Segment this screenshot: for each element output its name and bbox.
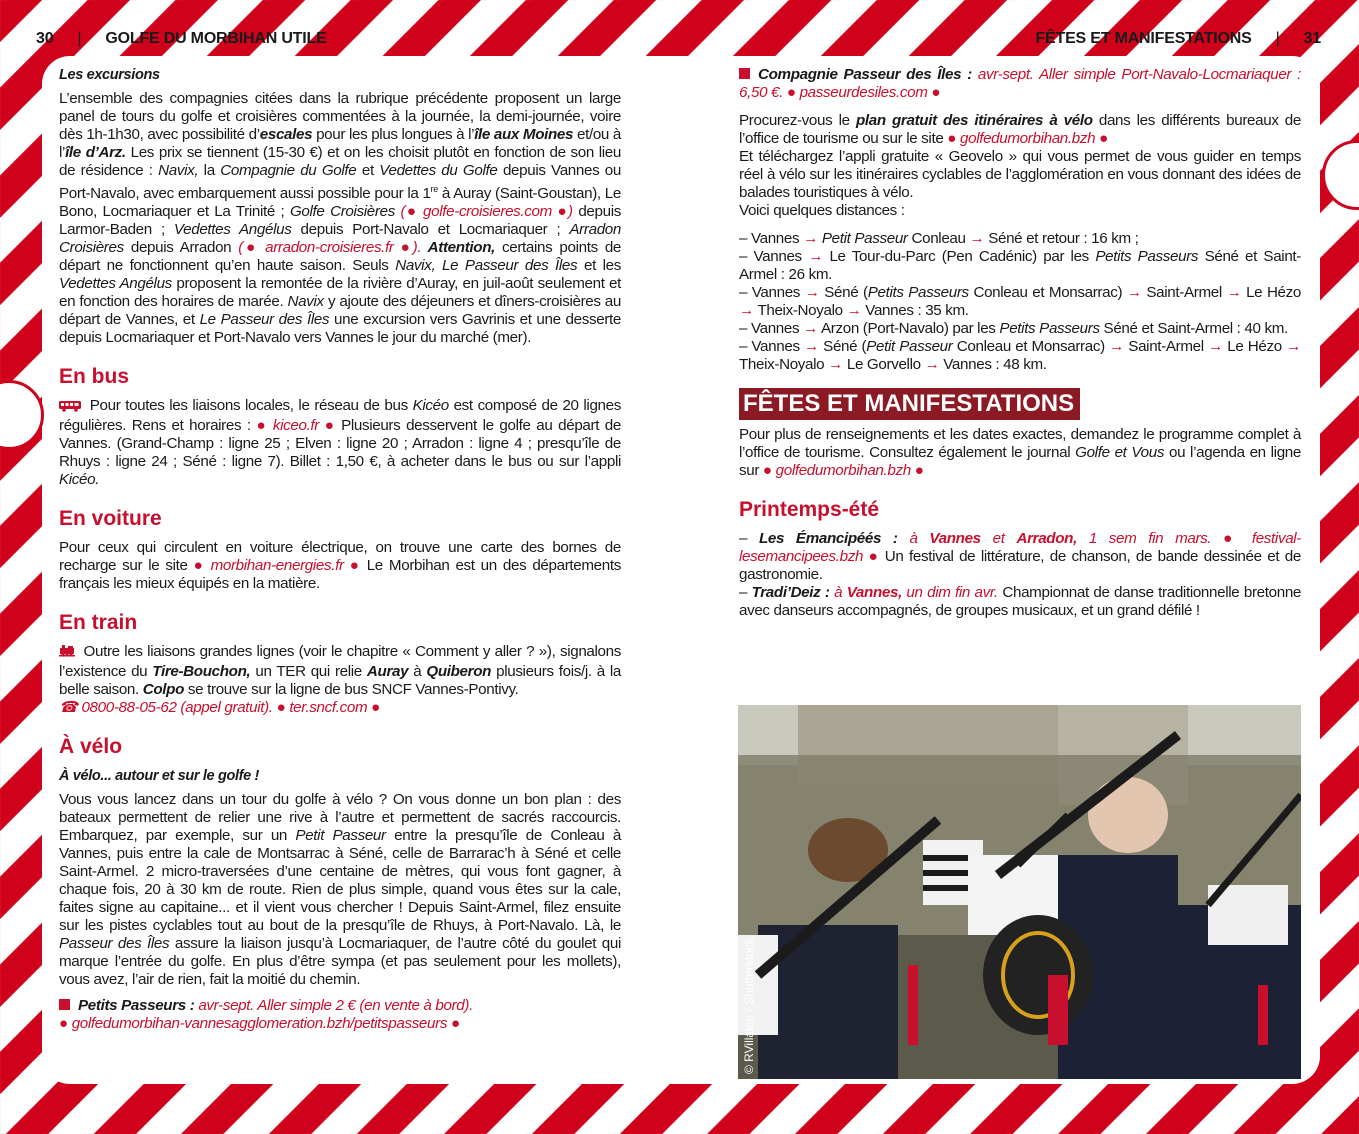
phone-icon: ☎ bbox=[59, 699, 78, 717]
header-separator: | bbox=[77, 30, 82, 47]
listing-square-icon bbox=[739, 68, 750, 79]
bus-icon bbox=[59, 399, 81, 417]
photo-credit: © RVillalon / Shutterstock bbox=[742, 938, 756, 1074]
photo-bagpipers bbox=[738, 705, 1301, 1079]
right-edge-notch-decoration bbox=[1322, 140, 1359, 210]
running-head-right bbox=[1035, 30, 1321, 48]
paragraph-plan-velo: Procurez-vous le plan gratuit des itinéraires à vélo dans les différents bureaux de l’office de tourisme ou sur le site ● golfedumorbihan.bzh ● bbox=[739, 112, 1301, 147]
link-morbihan-energies[interactable]: morbihan-energies.fr bbox=[210, 557, 344, 575]
train-icon bbox=[59, 644, 75, 663]
link-golfe-croisieres[interactable]: golfe-croisieres.com bbox=[423, 203, 552, 221]
link-kiceo[interactable]: kiceo.fr bbox=[272, 417, 320, 435]
left-column bbox=[59, 66, 621, 1033]
listing-compagnie-passeur: Compagnie Passeur des Îles : avr-sept. Aller simple Port-Navalo-Locmariaquer : 6,50 €. ● passeurdesiles.com ● bbox=[739, 66, 1301, 101]
arrow-icon: → bbox=[804, 284, 820, 301]
link-petits-passeurs[interactable]: golfedumorbihan-vannesagglomeration.bzh/petitspasseurs bbox=[71, 1015, 448, 1033]
heading-a-velo: À vélo bbox=[59, 735, 123, 759]
section-title-right: FÊTES ET MANIFESTATIONS bbox=[1035, 30, 1252, 47]
page-number-left: 30 bbox=[36, 30, 54, 47]
page-gutter bbox=[630, 56, 730, 1084]
right-column bbox=[739, 66, 1301, 620]
paragraph-fetes: Pour plus de renseignements et les dates exactes, demandez le programme complet à l’office de tourisme. Consultez également le journal Golfe et Vous ou l’agenda en ligne sur ● golfedumorbihan.bzh ● bbox=[739, 426, 1301, 479]
paragraph-distances-intro: Voici quelques distances : bbox=[739, 202, 905, 219]
subheading-velo: À vélo... autour et sur le golfe ! bbox=[59, 768, 259, 785]
running-head-left bbox=[36, 30, 327, 48]
subheading-excursions: Les excursions bbox=[59, 67, 160, 83]
distances-list bbox=[739, 230, 1301, 374]
link-festival-emancipees[interactable]: festival-lesemancipees.bzh bbox=[739, 530, 1302, 565]
distance-item: – Vannes → Le Tour-du-Parc (Pen Cadénic) par les Petits Passeurs Séné et Saint-Armel : 26 km. bbox=[739, 248, 1301, 283]
event-tradideiz: – Tradi’Deiz : à Vannes, un dim fin avr. Championnat de danse traditionnelle bretonne avec danseurs accompagnés, de groupes musicaux, et un grand défilé ! bbox=[739, 584, 1302, 619]
paragraph-bus: Pour toutes les liaisons locales, le réseau de bus Kicéo est composé de 20 lignes régulières. Rens et horaires : ● kiceo.fr ● Plusieurs desservent le golfe au départ de Vannes. (Grand-Champ : ligne 25 ; Elven : ligne 20 ; Arradon : ligne 4 ; presqu’île de Rhuys : ligne 24 ; Séné : ligne 7). Billet : 1,50 €, à acheter dans le bus ou sur l’appli Kicéo. bbox=[59, 397, 621, 489]
heading-en-bus: En bus bbox=[59, 365, 130, 389]
event-emancipees: – Les Émancipéés : à Vannes et Arradon, 1 sem fin mars. ● festival-lesemancipees.bzh ● Un festival de littérature, de chanson, de bande dessinée et de gastronomie. bbox=[739, 530, 1302, 583]
distance-item: – Vannes → Séné (Petits Passeurs Conleau et Monsarrac) → Saint-Armel → Le Hézo → Theix-Noyalo → Vannes : 35 km. bbox=[739, 284, 1301, 319]
header-separator: | bbox=[1275, 30, 1280, 47]
phone-number[interactable]: 0800-88-05-62 (appel gratuit). bbox=[77, 699, 273, 717]
link-golfedumorbihan-agenda[interactable]: golfedumorbihan.bzh bbox=[775, 462, 911, 479]
paragraph-voiture: Pour ceux qui circulent en voiture électrique, on trouve une carte des bornes de recharge sur le site ● morbihan-energies.fr ● Le Morbihan est un des départements français les mieux équipés en la matière. bbox=[59, 539, 621, 593]
listing-petits-passeurs: Petits Passeurs : avr-sept. Aller simple 2 € (en vente à bord). ● golfedumorbihan-vannesagglomeration.bzh/petitspasseurs ● bbox=[59, 997, 473, 1033]
left-edge-notch-decoration bbox=[0, 380, 44, 450]
arrow-icon: → bbox=[803, 230, 818, 247]
paragraph-geovelo: Et téléchargez l’appli gratuite « Geovelo » qui vous permet de vous guider en temps réel à vélo sur les itinéraires cyclables de l’agglomération en vous donnant des idées de balades touristiques à vélo. bbox=[739, 148, 1301, 201]
link-arradon-croisieres[interactable]: arradon-croisieres.fr bbox=[265, 239, 394, 257]
arrow-icon: → bbox=[1109, 338, 1124, 355]
link-passeurdesiles[interactable]: passeurdesiles.com bbox=[799, 84, 928, 101]
arrow-icon: → bbox=[803, 320, 818, 337]
paragraph-excursions: L’ensemble des compagnies citées dans la rubrique précédente proposent un large panel de tours du golfe et croisières commentées à la journée, la demi-journée, voire dès 1h-1h30, avec possibilité d’escales pour les plus longues à l’île aux Moines et/ou à l’île d’Arz. Les prix se tiennent (15-30 €) et on les choisit plutôt en fonction de son lieu de résidence : Navix, la Compagnie du Golfe et Vedettes du Golfe depuis Vannes ou Port-Navalo, avec embarquement aussi possible pour la 1re à Auray (Saint-Goustan), Le Bono, Locmariaquer et La Trinité ; Golfe Croisières (● golfe-croisieres.com ●) depuis Larmor-Baden ; Vedettes Angélus depuis Port-Navalo et Locmariaquer ; Arradon Croisières depuis Arradon (● arradon-croisieres.fr ●). Attention, certains points de départ ne fonctionnent qu’en haute saison. Seuls Navix, Le Passeur des Îles et les Vedettes Angélus proposent la remontée de la rivière d’Auray, en juil-août seulement et en fonction des horaires de marée. Navix y ajoute des déjeuners et dîners-croisières au départ de Vannes, et Le Passeur des Îles une excursion vers Gavrinis et une desserte depuis Locmariaquer et Port-Navalo vers Vannes le jour du marché (mer). bbox=[59, 90, 622, 347]
chapter-banner: FÊTES ET MANIFESTATIONS bbox=[739, 388, 1080, 420]
heading-en-train: En train bbox=[59, 611, 138, 635]
heading-en-voiture: En voiture bbox=[59, 507, 162, 531]
link-ter-sncf[interactable]: ter.sncf.com bbox=[289, 699, 368, 717]
arrow-icon: → bbox=[969, 230, 985, 247]
arrow-icon: → bbox=[808, 248, 824, 265]
distance-item: – Vannes → Séné (Petit Passeur Conleau et Monsarrac) → Saint-Armel → Le Hézo → Theix-Noyalo → Le Gorvello → Vannes : 48 km. bbox=[739, 338, 1301, 373]
heading-printemps-ete: Printemps-été bbox=[739, 498, 880, 521]
paragraph-train: Outre les liaisons grandes lignes (voir le chapitre « Comment y aller ? »), signalons l’existence du Tire-Bouchon, un TER qui relie Auray à Quiberon plusieurs fois/j. à la belle saison. Colpo se trouve sur la ligne de bus SNCF Vannes-Pontivy. ☎ 0800-88-05-62 (appel gratuit). ● ter.sncf.com ● bbox=[59, 643, 621, 717]
arrow-icon: → bbox=[804, 338, 819, 355]
listing-square-icon bbox=[59, 999, 70, 1010]
link-golfedumorbihan[interactable]: golfedumorbihan.bzh bbox=[960, 130, 1096, 147]
section-title-left: GOLFE DU MORBIHAN UTILE bbox=[105, 30, 327, 47]
distance-item: – Vannes → Petit Passeur Conleau → Séné et retour : 16 km ; bbox=[739, 230, 1139, 247]
arrow-icon: → bbox=[1126, 284, 1142, 301]
page-number-right: 31 bbox=[1303, 30, 1321, 47]
distance-item: – Vannes → Arzon (Port-Navalo) par les Petits Passeurs Séné et Saint-Armel : 40 km. bbox=[739, 320, 1288, 337]
paragraph-velo: Vous vous lancez dans un tour du golfe à vélo ? On vous donne un bon plan : des bateaux permettent de relier une rive à l’autre et permettent de sacrés raccourcis. Embarquez, par exemple, sur un Petit Passeur entre la presqu’île de Conleau à Vannes, puis entre la cale de Montsarrac à Séné, celle de Barrarac’h à Séné et celle Saint-Armel. 2 micro-traversées d’une centaine de mètres, qui vous font gagner, à chaque fois, 20 à 30 km de route. Rien de plus simple, quand vous êtes sur la cale, faites signe au capitaine... et il vient vous chercher ! Depuis Saint-Armel, filez ensuite sur les pistes cyclables tout au bout de la presqu’île de Rhuys, à Port-Navalo. Là, le Passeur des Îles assure la liaison jusqu’à Locmariaquer, de l’autre côté du goulet qui marque l’entrée du golfe. En plus d’être sympa (et pas seulement pour les mollets), vous avez, l’air de rien, fait la moitié du chemin. bbox=[59, 791, 621, 989]
